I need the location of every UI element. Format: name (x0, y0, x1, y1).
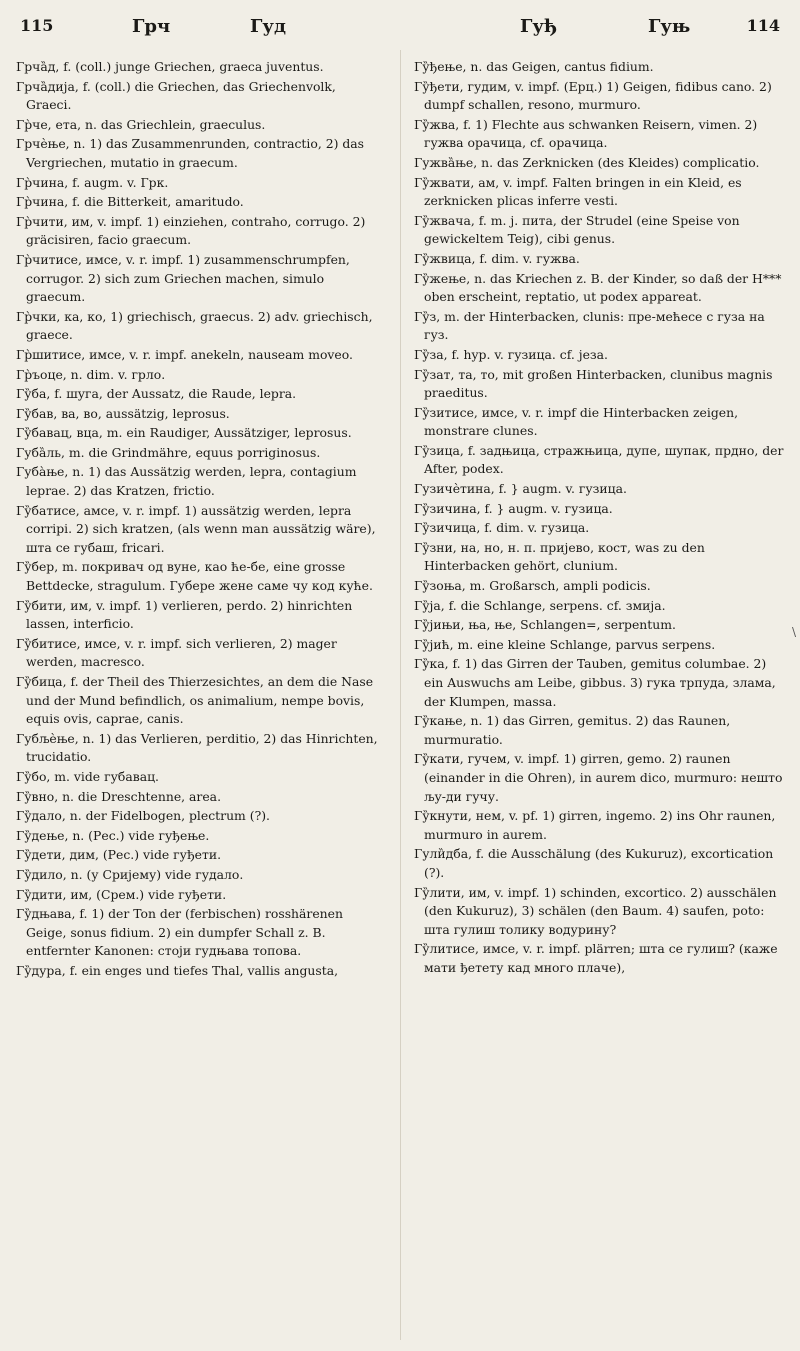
page-header (20, 16, 780, 42)
dictionary-entry: Гу̏жва, f. 1) Flechte aus schwanken Reisern, vimen. 2) гужва орачица, cf. орачица. (414, 116, 758, 151)
dictionary-entry: Гу̏бити, им, v. impf. 1) verlieren, perdo. 2) hinrichten lassen, interficio. (16, 597, 353, 632)
dictionary-entry: Гу̏батисе, амсе, v. r. impf. 1) aussätzig werden, lepra corripi. 2) sich kratzen, (als wenn man aussätzig wäre), шта се губаш, fricari. (16, 502, 376, 555)
dictionary-entry: Гр̀читисе, имсе, v. r. impf. 1) zusammenschrumpfen, corrugor. 2) sich zum Griechen machen, simulo graecum. (16, 251, 350, 305)
dictionary-entry: Гу̏литисе, имсе, v. r. impf. plärren; шта се гулиш? (каже мати ђетету кад много плаче), (414, 941, 778, 975)
dictionary-entry: Гу̏бав, ва, во, aussätzig, leprosus. (16, 405, 230, 421)
dictionary-entry: Гу̏јић, m. eine kleine Schlange, parvus serpens. (414, 636, 716, 652)
dictionary-entry: Гу̏жвати, ам, v. impf. Falten bringen in ein Kleid, es zerknicken plicas inferre vesti. (414, 174, 742, 209)
left-column (16, 58, 384, 982)
dictionary-entry: Гу̏бер, m. покривач од вуне, као ће-бе, eine grosse Bettdecke, stragulum. Губере жене саме чу код куће. (16, 559, 373, 594)
dictionary-entry: Гу̏дење, n. (Рес.) vide гуђење. (16, 827, 210, 843)
dictionary-entry: Гу̏зичица, f. dim. v. гузица. (414, 520, 590, 536)
dictionary-entry: Грча̏д, f. (coll.) junge Griechen, graeca juventus. (16, 59, 324, 74)
dictionary-entry: Гр̀че, ета, n. das Griechlein, graeculus. (16, 116, 266, 132)
dictionary-entry: Гужва̏ње, n. das Zerknicken (des Kleides) complicatio. (414, 154, 760, 170)
dictionary-entry: Гр̀шитисе, имсе, v. r. impf. anekeln, nauseam moveo. (16, 346, 353, 362)
dictionary-entry: Гр̀ъоце, n. dim. v. грло. (16, 366, 166, 382)
dictionary-entry: Гу̏бица, f. der Theil des Thierzesichtes, an dem die Nase und der Mund befindlich, os animalium, nempe bovis, equis ovis, caprae, canis. (16, 674, 374, 727)
dictionary-entry: Гу̏јињи, ња, ње, Schlangen=, serpentum. (414, 617, 676, 633)
dictionary-entry: Гу̏за, f. hyp. v. гузица. cf. језа. (414, 346, 608, 362)
dictionary-entry: Гу̏дити, им, (Срем.) vide гуђети. (16, 886, 227, 902)
dictionary-entry: Гу̏зица, f. задњица, стражњица, дупе, шупак, прдно, der After, podex. (414, 442, 784, 477)
right-guide-word-end: Гуњ (648, 16, 691, 37)
dictionary-entry: Гу̏ја, f. die Schlange, serpens. cf. змија. (414, 597, 666, 613)
dictionary-entry: Гу̏битисе, имсе, v. r. impf. sich verlieren, 2) mager werden, macresco. (16, 635, 337, 670)
dictionary-entry: Гули̏дба, f. die Ausschälung (des Kukuruz), excortication (?). (414, 846, 774, 880)
dictionary-entry: Гу̏лити, им, v. impf. 1) schinden, excortico. 2) ausschälen (den Kukuruz), 3) schälen (den Baum. 4) saufen, poto: шта гулиш толику водурину? (414, 884, 777, 937)
right-guide-word-start: Гуђ (520, 16, 557, 37)
dictionary-entry: Гу̏ка, f. 1) das Girren der Tauben, gemitus columbae. 2) ein Auswuchs am Leibe, gibbus. 3) гука трпуда, злама, der Klumpen, massa. (414, 656, 776, 709)
dictionary-entry: Гу̏ђети, гудим, v. impf. (Ерц.) 1) Geigen, fidibus cano. 2) dumpf schallen, resono, murmuro. (414, 78, 772, 113)
dictionary-entry: Грчѐње, n. 1) das Zusammenrunden, contractio, 2) das Vergriechen, mutatio in graecum. (16, 136, 365, 170)
dictionary-entry: Гу̏ба, f. шуга, der Aussatz, die Raude, lepra. (16, 386, 297, 402)
right-column (414, 58, 788, 979)
left-guide-word-start: Грч (132, 16, 171, 37)
dictionary-entry: Губа̏ль, m. die Grindmähre, equus porriginosus. (16, 444, 321, 460)
dictionary-entry: Гу̏жвача, f. m. j. пита, der Strudel (eine Speise von gewickeltem Teig), cibi genus. (414, 212, 740, 247)
dictionary-entry: Гу̏з, m. der Hinterbacken, clunis: пре-мећесе с гуза на гуз. (414, 308, 765, 343)
dictionary-entry: Гу̏зат, та, то, mit großen Hinterbacken, clunibus magnis praeditus. (414, 366, 773, 401)
dictionary-entry: Гу̏вно, n. die Dreschtenne, area. (16, 788, 222, 804)
dictionary-entry: Гу̏жење, n. das Kriechen z. B. der Kinder, so daß der H*** oben erscheint, reptatio, ut podex appareat. (414, 270, 782, 305)
column-divider (400, 50, 401, 1340)
margin-mark: \ (792, 625, 797, 639)
dictionary-entry: Гр̀чина, f. augm. v. Грк. (16, 174, 169, 190)
dictionary-entry: Гу̏кати, гучем, v. impf. 1) girren, gemo. 2) raunen (einander in die Ohren), in aurem dico, murmuro: нешто љу-ди гучу. (414, 751, 783, 804)
dictionary-entry: Гу̏жвица, f. dim. v. гужва. (414, 250, 580, 266)
dictionary-entry: Губа̀ње, n. 1) das Aussätzig werden, lepra, contagium leprae. 2) das Kratzen, frictio. (16, 464, 357, 499)
dictionary-entry: Гу̏кнути, нем, v. pf. 1) girren, ingemo. 2) ins Ohr raunen, murmuro in aurem. (414, 808, 776, 842)
dictionary-entry: Гр̀чити, им, v. impf. 1) einziehen, contraho, corrugo. 2) gräcisiren, facio graecum. (16, 213, 366, 248)
dictionary-entry: Грча̏дија, f. (coll.) die Griechen, das Griechenvolk, Graeci. (16, 78, 336, 113)
dictionary-entry: Гу̏зни, на, но, н. п. пријево, кост, was zu den Hinterbacken gehört, clunium. (414, 539, 705, 574)
dictionary-entry: Гу̏бавац, вца, m. ein Raudiger, Aussätziger, leprosus. (16, 425, 352, 441)
right-page-number: 114 (746, 16, 780, 35)
dictionary-entry: Гу̏дило, n. (у Сријему) vide гудало. (16, 866, 244, 882)
dictionary-entry: Гр̀чина, f. die Bitterkeit, amaritudo. (16, 194, 244, 210)
dictionary-entry: Гу̏дало, n. der Fidelbogen, plectrum (?). (16, 808, 270, 824)
dictionary-entry: Гу̏зоња, m. Großarsch, ampli podicis. (414, 578, 651, 594)
left-guide-word-end: Гуд (250, 16, 286, 37)
left-page-number: 115 (20, 16, 54, 35)
dictionary-entry: Гр̀чки, ка, ко, 1) griechisch, graecus. 2) adv. griechisch, graece. (16, 308, 373, 343)
dictionary-entry: Гу̏дети, дим, (Рес.) vide гуђети. (16, 847, 222, 863)
dictionary-entry: Губљѐње, n. 1) das Verlieren, perditio, 2) das Hinrichten, trucidatio. (16, 730, 378, 765)
dictionary-entry: Гу̏дура, f. ein enges und tiefes Thal, vallis angusta, (16, 962, 339, 978)
dictionary-entry: Гу̏кање, n. 1) das Girren, gemitus. 2) das Raunen, murmuratio. (414, 713, 731, 747)
dictionary-entry: Гузичѐтина, f. } augm. v. гузица. (414, 481, 627, 497)
dictionary-entry: Гу̏ђење, n. das Geigen, cantus fidium. (414, 59, 654, 74)
dictionary-entry: Гу̏зитисе, имсе, v. r. impf die Hinterbacken zeigen, monstrare clunes. (414, 404, 739, 439)
dictionary-entry: Гу̏дњава, f. 1) der Ton der (ferbischen) rosshärenen Geige, sonus fidium. 2) ein dumpfer Schall z. B. entfernter Kanonen: стоји гудњава топова. (16, 906, 343, 959)
dictionary-entry: Гу̏зичина, f. } augm. v. гузица. (414, 500, 613, 516)
dictionary-entry: Гу̏бо, m. vide губавац. (16, 768, 159, 784)
